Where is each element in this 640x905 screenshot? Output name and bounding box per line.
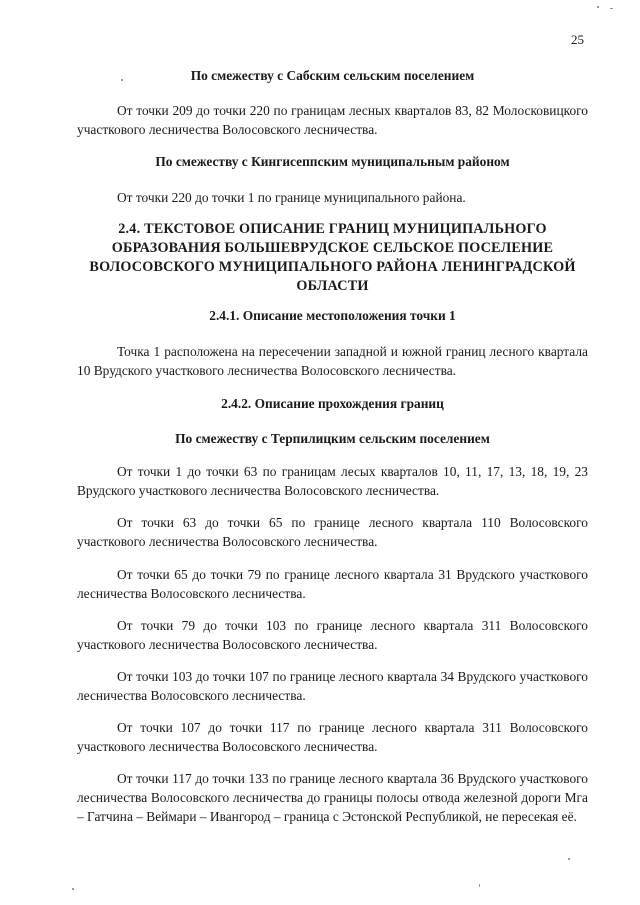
paragraph-points-117-133: От точки 117 до точки 133 по границе лесного квартала 36 Врудского участкового лесничества Волосовского лесничества до границы полосы отвода железной дороги Мга – Гатчина – Веймари – Ивангород – граница с Эстонской Республикой, не пересекая её.	[77, 771, 588, 824]
paragraph-points-1-63: От точки 1 до точки 63 по границам лесых кварталов 10, 11, 17, 13, 18, 19, 23 Врудского участкового лесничества Волосовского лесничества.	[77, 464, 588, 498]
paragraph-point-1-location: Точка 1 расположена на пересечении западной и южной границ лесного квартала 10 Врудского участкового лесничества Волосовского лесничества.	[77, 344, 588, 378]
paragraph-points-79-103: От точки 79 до точки 103 по границе лесного квартала 311 Волосовского участкового лесничества Волосовского лесничества.	[77, 618, 588, 652]
section-title-2-4: 2.4. ТЕКСТОВОЕ ОПИСАНИЕ ГРАНИЦ МУНИЦИПАЛЬНОГО ОБРАЗОВАНИЯ БОЛЬШЕВРУДСКОЕ СЕЛЬСКОЕ ПОСЕЛЕНИЕ ВОЛОСОВСКОГО МУНИЦИПАЛЬНОГО РАЙОНА ЛЕНИНГРАДСКОЙ ОБЛАСТИ	[89, 221, 576, 294]
heading-sabskoe: По смежеству с Сабским сельским поселением	[190, 68, 475, 83]
heading-terpilitskoe: По смежеству с Терпилицким сельским поселением	[175, 431, 490, 446]
paragraph-points-220-1: От точки 220 до точки 1 по границе муниципального района.	[117, 190, 466, 205]
scan-speck	[479, 884, 480, 887]
scan-speck	[610, 8, 613, 9]
paragraph-points-103-107: От точки 103 до точки 107 по границе лесного квартала 34 Врудского участкового лесничества Волосовского лесничества.	[77, 669, 588, 703]
scan-speck	[72, 888, 74, 890]
paragraph-points-63-65: От точки 63 до точки 65 по границе лесного квартала 110 Волосовского участкового лесничества Волосовского лесничества.	[77, 515, 588, 549]
heading-kingisepp: По смежеству с Кингисеппским муниципальным районом	[155, 154, 510, 169]
scan-speck	[121, 79, 123, 81]
heading-2-4-2: 2.4.2. Описание прохождения границ	[221, 396, 444, 411]
scan-speck	[568, 858, 570, 860]
paragraph-points-65-79: От точки 65 до точки 79 по границе лесного квартала 31 Врудского участкового лесничества Волосовского лесничества.	[77, 567, 588, 601]
heading-2-4-1: 2.4.1. Описание местоположения точки 1	[209, 308, 456, 323]
scan-speck	[597, 6, 599, 8]
page-number: 25	[571, 32, 584, 47]
paragraph-points-107-117: От точки 107 до точки 117 по границе лесного квартала 311 Волосовского участкового лесничества Волосовского лесничества.	[77, 720, 588, 754]
paragraph-points-209-220: От точки 209 до точки 220 по границам лесных кварталов 83, 82 Молосковицкого участкового лесничества Волосовского лесничества.	[77, 103, 588, 137]
